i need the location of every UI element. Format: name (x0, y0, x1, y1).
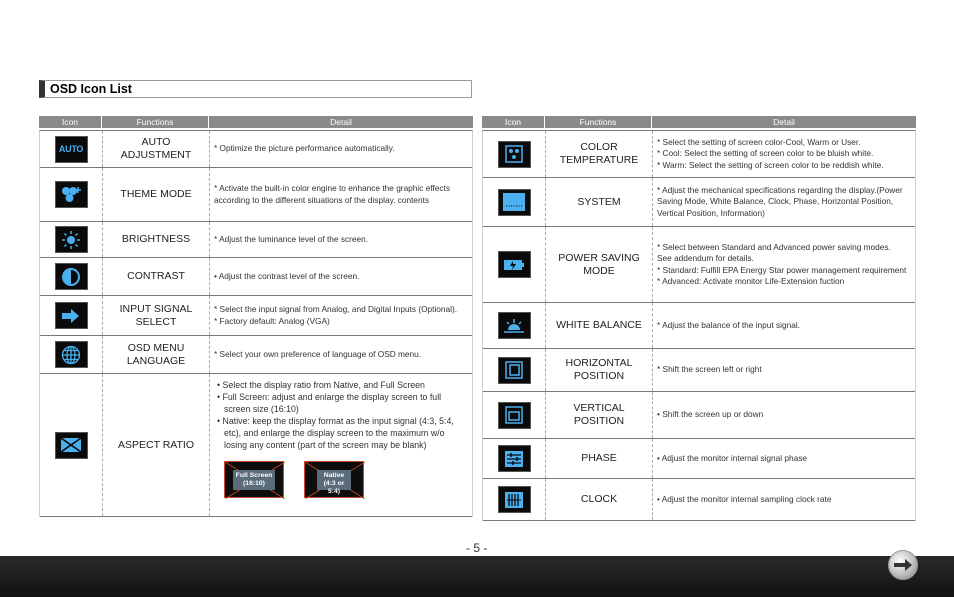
page-number: - 5 - (466, 541, 488, 555)
detail-text: * Optimize the picture performance automatically. (214, 143, 395, 154)
table-row (40, 258, 472, 296)
table-row (40, 222, 472, 258)
detail-text: • Adjust the monitor internal signal phase (657, 452, 808, 463)
function-label: POWER SAVING MODE (546, 227, 653, 302)
next-page-button[interactable] (888, 550, 918, 580)
detail-text: * Select between Standard and Advanced power saving modes. See addendum for details. * Standard: Fulfill EPA Energy Star power management requirement * Advanced: Activate monitor Life-Extension fuction (657, 241, 907, 286)
function-label: ASPECT RATIO (103, 374, 210, 516)
detail-text: * Select the input signal from Analog, and Digital Inputs (Optional). * Factory default: Analog (VGA) (214, 304, 458, 326)
osd-icon-table-right (482, 116, 916, 521)
table-row (483, 439, 915, 479)
table-row (483, 178, 915, 227)
full-screen-label: Full Screen (16:10) (233, 470, 275, 490)
detail-text: * Select your own preference of language of OSD menu. (214, 348, 422, 359)
input-signal-icon (55, 302, 88, 329)
power-saving-icon (498, 251, 531, 278)
function-label: BRIGHTNESS (103, 222, 210, 257)
white-balance-icon (498, 312, 531, 339)
detail-text: • Select the display ratio from Native, and Full Screen • Full Screen: adjust and enlarge the display screen to full screen size (16:10) • Native: keep the display format as the input signal (4:3, 5:4, etc), and enlarge the display screen to the maximum w/o losing any content (part of the screen may be blank) Full Screen (16:10) Native (4:3 or 5:4) (210, 374, 472, 516)
osd-icon-table-left (39, 116, 473, 517)
function-label: COLOR TEMPERATURE (546, 131, 653, 177)
header-icon: Icon (482, 116, 545, 128)
table-row (483, 303, 915, 349)
header-functions: Functions (102, 116, 209, 128)
table-row (483, 479, 915, 521)
function-label: CLOCK (546, 479, 653, 520)
clock-icon (498, 486, 531, 513)
header-functions: Functions (545, 116, 652, 128)
footer-bar (0, 556, 954, 597)
table-header (39, 116, 473, 128)
table-row (40, 131, 472, 168)
native-label: Native (4:3 or 5:4) (317, 470, 351, 490)
aspect-ratio-icon (55, 432, 88, 459)
horizontal-position-icon (498, 357, 531, 384)
table-row (40, 336, 472, 374)
detail-text: * Activate the built-in color engine to enhance the graphic effects according to the different situations of the display. contents (214, 183, 450, 205)
function-label: SYSTEM (546, 178, 653, 226)
detail-text: • Shift the screen up or down (657, 409, 764, 420)
function-label: HORIZONTAL POSITION (546, 349, 653, 391)
detail-text: • Adjust the contrast level of the screen. (214, 270, 360, 281)
header-detail: Detail (330, 117, 352, 127)
detail-text: * Select the setting of screen color-Cool, Warm or User. * Cool: Select the setting of screen color to be bluish white. * Warm: Select the setting of screen color to be reddish white. (657, 136, 884, 170)
detail-text: • Adjust the monitor internal sampling clock rate (657, 493, 832, 504)
contrast-icon (55, 263, 88, 290)
table-row (483, 131, 915, 178)
table-row (483, 349, 915, 392)
native-ratio-image (304, 461, 364, 498)
table-header (482, 116, 916, 128)
color-temperature-icon (498, 141, 531, 168)
function-label: INPUT SIGNAL SELECT (103, 296, 210, 335)
table-row (483, 227, 915, 303)
theme-mode-icon (55, 181, 88, 208)
detail-text: * Shift the screen left or right (657, 364, 762, 375)
function-label: CONTRAST (103, 258, 210, 295)
table-row (40, 168, 472, 222)
table-row (40, 374, 472, 517)
table-row (483, 392, 915, 439)
globe-icon (55, 341, 88, 368)
arrow-right-icon (893, 558, 913, 572)
header-icon: Icon (39, 116, 102, 128)
section-title: OSD Icon List (39, 80, 472, 98)
table-row (40, 296, 472, 336)
vertical-position-icon (498, 402, 531, 429)
function-label: WHITE BALANCE (546, 303, 653, 348)
brightness-icon (55, 226, 88, 253)
phase-icon (498, 445, 531, 472)
auto-icon: AUTO (55, 136, 88, 163)
detail-text: * Adjust the luminance level of the screen. (214, 233, 369, 244)
function-label: THEME MODE (103, 168, 210, 221)
function-label: VERTICAL POSITION (546, 392, 653, 438)
function-label: AUTO ADJUSTMENT (103, 131, 210, 167)
function-label: PHASE (546, 439, 653, 478)
detail-text: * Adjust the balance of the input signal. (657, 319, 800, 330)
function-label: OSD MENU LANGUAGE (103, 336, 210, 373)
system-icon (498, 189, 531, 216)
detail-text: * Adjust the mechanical specifications regarding the display.(Power Saving Mode, White Balance, Clock, Phase, Horizontal Position, Vertical Position, Information) (657, 184, 903, 218)
full-screen-ratio-image (224, 461, 284, 498)
header-detail: Detail (773, 117, 795, 127)
